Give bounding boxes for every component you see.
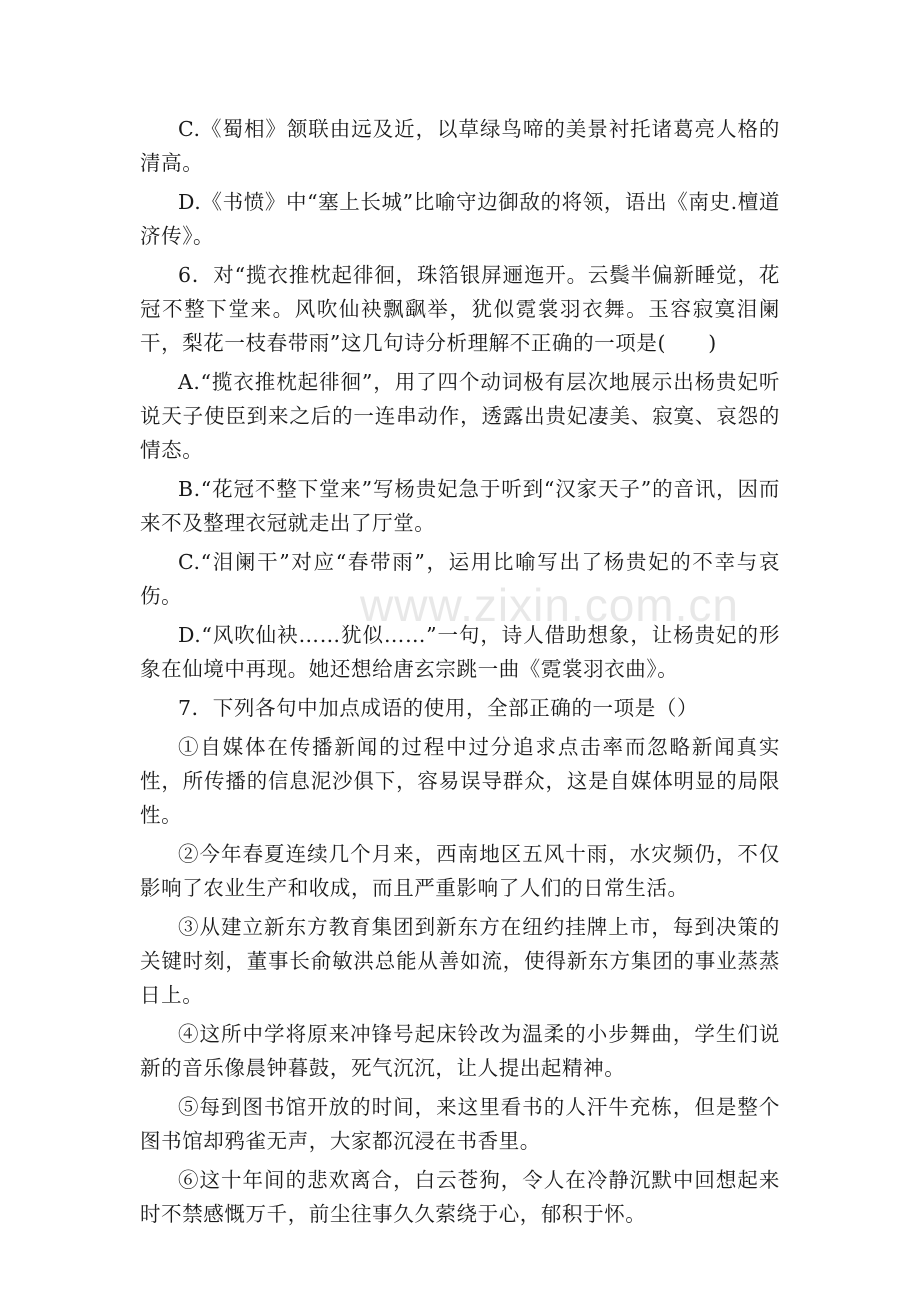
question-7-item-2: ②今年春夏连续几个月来，西南地区五风十雨，水灾频仍，不仅影响了农业生产和收成，而且严重影响了人们的日常生活。 xyxy=(140,842,780,900)
question-6-option-b: B.“花冠不整下堂来”写杨贵妃急于听到“汉家天子”的音讯，因而来不及整理衣冠就走出了厅堂。 xyxy=(140,477,780,535)
paragraph-option-d-shufen: D.《书愤》中“塞上长城”比喻守边御敌的将领，语出《南史.檀道济传》。 xyxy=(140,190,780,248)
document-body xyxy=(140,112,780,1236)
question-7-item-1: ①自媒体在传播新闻的过程中过分追求点击率而忽略新闻真实性，所传播的信息泥沙俱下，容易误导群众，这是自媒体明显的局限性。 xyxy=(140,735,780,827)
question-7-stem: 7．下列各句中加点成语的使用，全部正确的一项是（） xyxy=(178,696,699,720)
site-watermark: www.zixin.com.cn xyxy=(360,579,739,631)
question-7-item-5: ⑤每到图书馆开放的时间，来这里看书的人汗牛充栋，但是整个图书馆却鸦雀无声，大家都沉浸在书香里。 xyxy=(140,1095,780,1153)
question-7-item-4: ④这所中学将原来冲锋号起床铃改为温柔的小步舞曲，学生们说新的音乐像晨钟暮鼓，死气沉沉，让人提出起精神。 xyxy=(140,1022,780,1080)
question-7-item-6: ⑥这十年间的悲欢离合，白云苍狗，令人在冷静沉默中回想起来时不禁感慨万千，前尘往事久久萦绕于心，郁积于怀。 xyxy=(140,1168,780,1226)
question-6-option-d: D.“风吹仙袂……犹似……”一句，诗人借助想象，让杨贵妃的形象在仙境中再现。她还想给唐玄宗跳一曲《霓裳羽衣曲》。 xyxy=(140,623,780,681)
question-7-item-3: ③从建立新东方教育集团到新东方在纽约挂牌上市，每到决策的关键时刻，董事长俞敏洪总能从善如流，使得新东方集团的事业蒸蒸日上。 xyxy=(140,915,780,1007)
question-6-stem: 6．对“揽衣推枕起徘徊，珠箔银屏逦迤开。云鬓半偏新睡觉，花冠不整下堂来。风吹仙袂飘飖举，犹似霓裳羽衣舞。玉容寂寞泪阑干，梨花一枝春带雨”这几句诗分析理解不正确的一项是( ) xyxy=(140,263,780,355)
question-6-option-c: C.“泪阑干”对应“春带雨”，运用比喻写出了杨贵妃的不幸与哀伤。 xyxy=(140,550,780,608)
question-6-option-a: A.“揽衣推枕起徘徊”，用了四个动词极有层次地展示出杨贵妃听说天子使臣到来之后的一连串动作，透露出贵妃凄美、寂寞、哀怨的情态。 xyxy=(140,370,780,462)
paragraph-option-c-shuxiang: C.《蜀相》颔联由远及近，以草绿鸟啼的美景衬托诸葛亮人格的清高。 xyxy=(140,117,780,175)
